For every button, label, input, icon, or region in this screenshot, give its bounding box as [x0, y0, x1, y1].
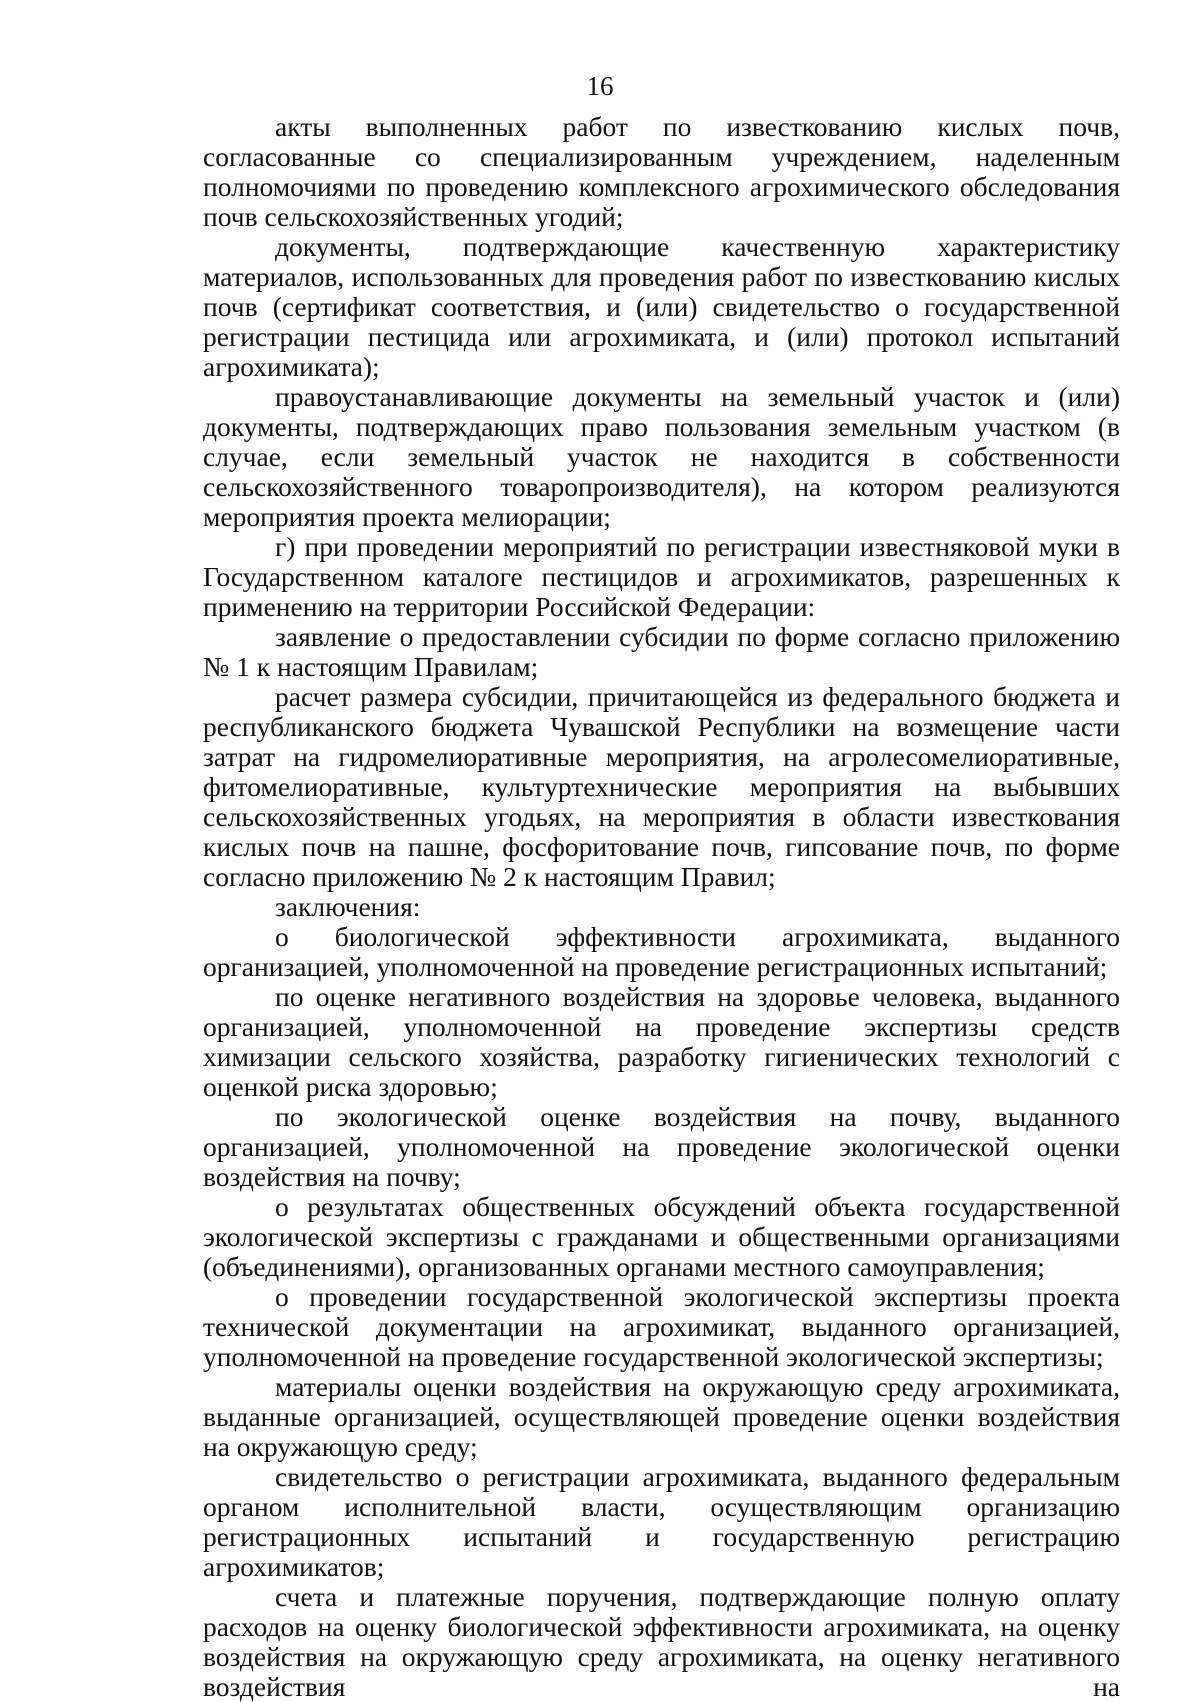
- paragraph: свидетельство о регистрации агрохимиката, выданного федеральным органом исполнительной власти, осуществляющим организацию регистрационных испытаний и государственную регистрацию агрохимикатов;: [203, 1461, 1120, 1582]
- paragraph: акты выполненных работ по известкованию кислых почв, согласованные со специализированным учреждением, наделенным полномочиями по проведению комплексного агрохимического обследования почв сельскохозяйственных угодий;: [203, 111, 1120, 232]
- paragraph: правоустанавливающие документы на земельный участок и (или) документы, подтверждающих право пользования земельным участком (в случае, если земельный участок не находится в собственности сельскохозяйственного товаропроизводителя), на котором реализуются мероприятия проекта мелиорации;: [203, 381, 1120, 532]
- paragraph: счета и платежные поручения, подтверждающие полную оплату расходов на оценку биологической эффективности агрохимиката, на оценку воздействия на окружающую среду агрохимиката, на оценку негативного воздействия на: [203, 1581, 1120, 1702]
- paragraph: расчет размера субсидии, причитающейся из федерального бюджета и республиканского бюджета Чувашской Республики на возмещение части затрат на гидромелиоративные мероприятия, на агролесомелиоративные, фитомелиоративные, культуртехнические мероприятия на выбывших сельскохозяйственных угодьях, на мероприятия в области известкования кислых почв на пашне, фосфоритование почв, гипсование почв, по форме согласно приложению № 2 к настоящим Правил;: [203, 681, 1120, 892]
- paragraph: по экологической оценке воздействия на почву, выданного организацией, уполномоченной на проведение экологической оценки воздействия на почву;: [203, 1101, 1120, 1192]
- paragraph: заявление о предоставлении субсидии по форме согласно приложению № 1 к настоящим Правилам;: [203, 621, 1120, 682]
- page-number: 16: [586, 71, 614, 101]
- paragraph: заключения:: [275, 891, 421, 922]
- paragraph: документы, подтверждающие качественную характеристику материалов, использованных для проведения работ по известкованию кислых почв (сертификат соответствия, и (или) свидетельство о государственной регистрации пестицида или агрохимиката, и (или) протокол испытаний агрохимиката);: [203, 231, 1120, 382]
- paragraph: материалы оценки воздействия на окружающую среду агрохимиката, выданные организацией, осуществляющей проведение оценки воздействия на окружающую среду;: [203, 1371, 1120, 1462]
- paragraph: о биологической эффективности агрохимиката, выданного организацией, уполномоченной на проведение регистрационных испытаний;: [203, 921, 1120, 982]
- paragraph: о результатах общественных обсуждений объекта государственной экологической экспертизы с гражданами и общественными организациями (объединениями), организованных органами местного самоуправления;: [203, 1191, 1120, 1282]
- paragraph: по оценке негативного воздействия на здоровье человека, выданного организацией, уполномоченной на проведение экспертизы средств химизации сельского хозяйства, разработку гигиенических технологий с оценкой риска здоровью;: [203, 981, 1120, 1102]
- paragraph: о проведении государственной экологической экспертизы проекта технической документации на агрохимикат, выданного организацией, уполномоченной на проведение государственной экологической экспертизы;: [203, 1281, 1120, 1372]
- paragraph: г) при проведении мероприятий по регистрации известняковой муки в Государственном каталоге пестицидов и агрохимикатов, разрешенных к применению на территории Российской Федерации:: [203, 531, 1120, 622]
- document-body: [203, 112, 1120, 1702]
